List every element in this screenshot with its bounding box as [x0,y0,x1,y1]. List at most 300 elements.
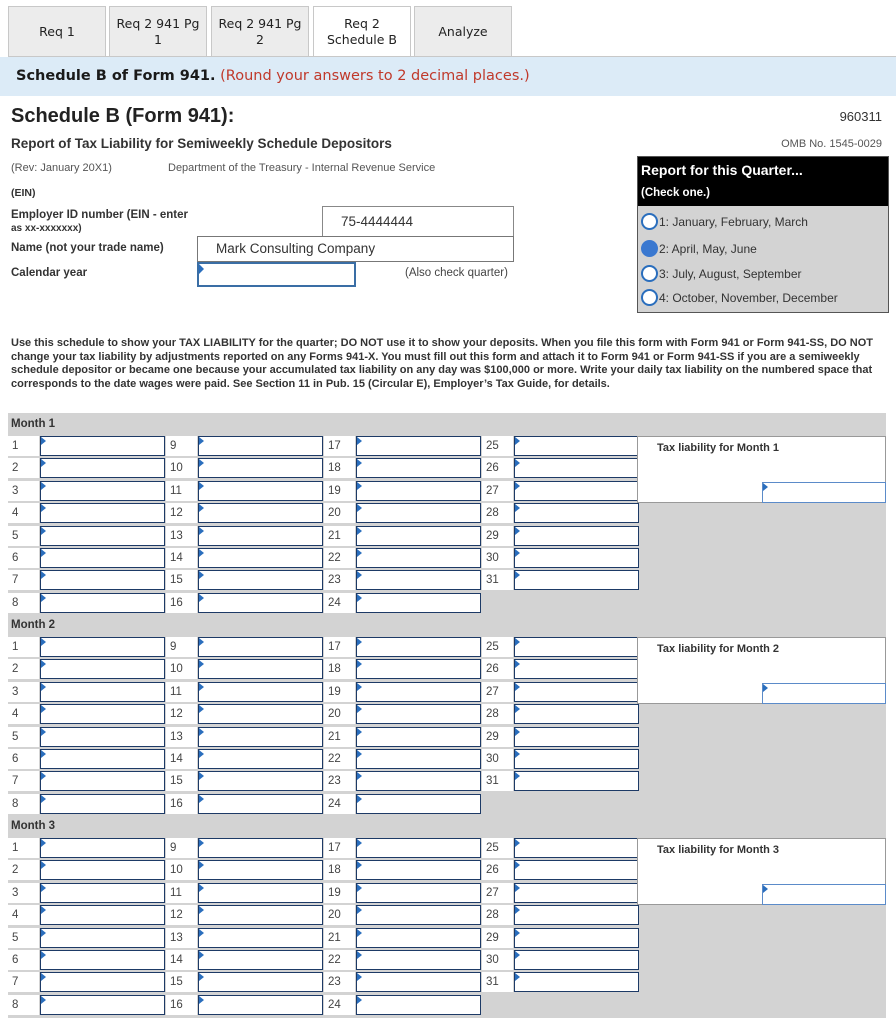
day-liability-input[interactable] [514,704,639,724]
input-marker-icon [763,885,768,893]
day-number: 23 [324,771,355,791]
input-marker-icon [41,973,46,981]
monthly-total-box [637,436,886,503]
day-liability-input[interactable] [40,593,165,613]
day-number: 30 [482,749,513,769]
quarter-selector [637,156,889,313]
day-number: 2 [8,860,39,880]
day-liability-input[interactable] [514,682,639,702]
day-liability-input[interactable] [514,771,639,791]
input-marker-icon [515,683,520,691]
input-marker-icon [41,482,46,490]
input-marker-icon [199,728,204,736]
input-marker-icon [357,772,362,780]
input-marker-icon [41,504,46,512]
revision-date: (Rev: January 20X1) [11,162,112,174]
day-liability-input[interactable] [40,771,165,791]
input-marker-icon [515,839,520,847]
input-marker-icon [41,594,46,602]
day-number: 3 [8,883,39,903]
input-marker-icon [515,750,520,758]
day-number: 10 [166,659,197,679]
day-liability-input[interactable] [356,458,481,478]
input-marker-icon [41,795,46,803]
input-marker-icon [515,527,520,535]
input-marker-icon [199,459,204,467]
day-liability-input[interactable] [514,458,639,478]
input-marker-icon [357,482,362,490]
day-number: 14 [166,548,197,568]
day-number: 16 [166,593,197,613]
day-number: 14 [166,749,197,769]
day-number [482,593,513,613]
input-marker-icon [357,549,362,557]
quarter-title: Report for this Quarter... [641,162,803,178]
day-liability-input[interactable] [198,436,323,456]
day-number: 20 [324,503,355,523]
day-liability-input[interactable] [40,682,165,702]
name-field[interactable] [197,236,514,262]
page-title: Schedule B (Form 941): [11,105,235,127]
day-liability-input[interactable] [198,659,323,679]
day-number: 9 [166,838,197,858]
input-marker-icon [357,705,362,713]
day-number: 16 [166,794,197,814]
input-marker-icon [41,459,46,467]
day-number: 5 [8,928,39,948]
monthly-total-label: Tax liability for Month 2 [657,643,780,655]
day-number: 17 [324,637,355,657]
day-liability-input[interactable] [198,860,323,880]
day-number: 25 [482,436,513,456]
day-liability-input[interactable] [198,838,323,858]
input-marker-icon [41,839,46,847]
day-number: 21 [324,928,355,948]
day-liability-input[interactable] [40,481,165,501]
day-number: 11 [166,481,197,501]
input-marker-icon [199,996,204,1004]
day-liability-input[interactable] [514,548,639,568]
day-number: 14 [166,950,197,970]
day-number: 23 [324,972,355,992]
input-marker-icon [515,482,520,490]
day-liability-input[interactable] [40,659,165,679]
day-number: 20 [324,704,355,724]
day-number: 8 [8,794,39,814]
day-liability-input[interactable] [514,950,639,970]
monthly-total-input[interactable] [762,683,886,704]
day-number: 23 [324,570,355,590]
omb-number: OMB No. 1545-0029 [781,138,882,150]
day-liability-input[interactable] [356,659,481,679]
month-label: Month 2 [11,619,56,631]
input-marker-icon [515,973,520,981]
day-number: 16 [166,995,197,1015]
instruction-banner [0,57,896,96]
day-liability-input[interactable] [514,749,639,769]
day-number: 21 [324,526,355,546]
calendar-year-input[interactable] [197,262,356,287]
day-liability-input[interactable] [198,682,323,702]
day-liability-input[interactable] [40,972,165,992]
input-marker-icon [199,549,204,557]
day-number: 28 [482,503,513,523]
day-liability-input[interactable] [514,883,639,903]
day-liability-input[interactable] [40,458,165,478]
day-liability-input[interactable] [40,526,165,546]
input-marker-icon [199,750,204,758]
day-liability-input[interactable] [198,928,323,948]
input-marker-icon [41,996,46,1004]
day-liability-input[interactable] [40,950,165,970]
tab-req-2-941-pg-1[interactable]: Req 2 941 Pg 1 [109,6,207,56]
input-marker-icon [199,571,204,579]
tab-req-1[interactable]: Req 1 [8,6,106,56]
name-value: Mark Consulting Company [216,241,376,256]
day-number: 22 [324,548,355,568]
input-marker-icon [515,906,520,914]
radio-icon[interactable] [641,213,658,230]
radio-icon[interactable] [641,289,658,306]
day-liability-input[interactable] [356,727,481,747]
day-liability-input[interactable] [40,749,165,769]
input-marker-icon [199,929,204,937]
day-number: 10 [166,458,197,478]
day-liability-input[interactable] [198,883,323,903]
day-number: 9 [166,637,197,657]
tab-req-2-941-pg-2[interactable]: Req 2 941 Pg 2 [211,6,309,56]
input-marker-icon [199,683,204,691]
input-marker-icon [41,683,46,691]
day-liability-input[interactable] [198,995,323,1015]
input-marker-icon [357,795,362,803]
schedule-instructions: Use this schedule to show your TAX LIABILITY for the quarter; DO NOT use it to show your deposits. When you file this form with Form 941 or Form 941-SS, DO NOT change your tax liability by adjustments reported on any Forms 941-X. You must fill out this form and attach it to Form 941 or Form 941-SS if you are a semiweekly schedule depositor or became one because your accumulated tax liability on any day was $100,000 or more. Write your daily tax liability on the numbered space that corresponds to the date wages were paid. See Section 11 in Pub. 15 (Circular E), Employer’s Tax Guide, for details. [11,337,873,390]
day-number: 4 [8,503,39,523]
input-marker-icon [199,884,204,892]
day-liability-input[interactable] [198,950,323,970]
day-number: 5 [8,727,39,747]
day-liability-input[interactable] [198,771,323,791]
input-marker-icon [515,951,520,959]
day-liability-input[interactable] [40,436,165,456]
input-marker-icon [41,660,46,668]
day-liability-input[interactable] [40,548,165,568]
day-number: 15 [166,771,197,791]
day-number: 19 [324,481,355,501]
day-liability-input[interactable] [514,972,639,992]
day-liability-input[interactable] [198,637,323,657]
day-number: 4 [8,905,39,925]
day-number: 7 [8,771,39,791]
day-number: 21 [324,727,355,747]
day-liability-input[interactable] [514,838,639,858]
day-number: 31 [482,972,513,992]
input-marker-icon [515,929,520,937]
day-number: 3 [8,682,39,702]
quarter-option-3[interactable] [638,262,888,285]
day-number [482,995,513,1015]
day-liability-input[interactable] [514,637,639,657]
input-marker-icon [357,951,362,959]
input-marker-icon [515,728,520,736]
quarter-option-label: 1: January, February, March [659,214,808,229]
tab-analyze[interactable]: Analyze [414,6,512,56]
day-liability-input[interactable] [198,526,323,546]
input-marker-icon [357,906,362,914]
day-number: 18 [324,860,355,880]
quarter-option-4[interactable] [638,286,888,309]
day-number: 18 [324,659,355,679]
day-liability-input[interactable] [356,928,481,948]
banner-title: Schedule B of Form 941. [16,68,216,84]
day-liability-input[interactable] [198,503,323,523]
monthly-total-box [637,637,886,704]
day-number: 9 [166,436,197,456]
day-number: 20 [324,905,355,925]
monthly-total-label: Tax liability for Month 3 [657,844,780,856]
day-number: 28 [482,905,513,925]
input-marker-icon [357,660,362,668]
day-liability-input[interactable] [514,727,639,747]
monthly-total-box [637,838,886,905]
day-number: 8 [8,995,39,1015]
input-marker-icon [41,527,46,535]
input-marker-icon [199,264,204,274]
day-number [482,794,513,814]
input-marker-icon [41,571,46,579]
day-liability-input[interactable] [40,883,165,903]
day-liability-input[interactable] [356,838,481,858]
day-number: 26 [482,659,513,679]
input-marker-icon [357,839,362,847]
day-liability-input[interactable] [356,570,481,590]
day-number: 31 [482,570,513,590]
day-liability-input[interactable] [514,928,639,948]
day-liability-input[interactable] [40,860,165,880]
day-liability-input[interactable] [514,526,639,546]
day-number: 10 [166,860,197,880]
day-liability-input[interactable] [356,637,481,657]
input-marker-icon [199,527,204,535]
day-liability-input[interactable] [514,905,639,925]
day-number: 6 [8,950,39,970]
day-liability-input[interactable] [356,548,481,568]
monthly-total-input[interactable] [762,884,886,905]
day-liability-input[interactable] [40,704,165,724]
day-number: 27 [482,682,513,702]
day-number: 17 [324,436,355,456]
day-number: 1 [8,637,39,657]
day-liability-input[interactable] [40,995,165,1015]
input-marker-icon [357,437,362,445]
day-number: 6 [8,548,39,568]
day-liability-input[interactable] [198,727,323,747]
day-number: 17 [324,838,355,858]
day-liability-input[interactable] [356,771,481,791]
day-number: 19 [324,883,355,903]
day-liability-input[interactable] [356,972,481,992]
input-marker-icon [357,884,362,892]
day-number: 13 [166,526,197,546]
radio-selected-icon[interactable] [641,240,658,257]
day-liability-input[interactable] [514,860,639,880]
day-number: 28 [482,704,513,724]
quarter-option-label: 2: April, May, June [659,241,757,256]
tab-req-2-schedule-b[interactable]: Req 2 Schedule B [313,6,411,57]
input-marker-icon [199,638,204,646]
day-liability-input[interactable] [356,593,481,613]
quarter-option-1[interactable] [638,210,888,233]
year-label: Calendar year [11,267,88,279]
department: Department of the Treasury - Internal Revenue Service [168,162,436,174]
ein-value: 75-4444444 [341,214,414,229]
day-number: 22 [324,950,355,970]
day-liability-input[interactable] [198,749,323,769]
input-marker-icon [515,459,520,467]
day-liability-input[interactable] [198,458,323,478]
day-number: 12 [166,905,197,925]
input-marker-icon [41,728,46,736]
day-liability-input[interactable] [40,838,165,858]
input-marker-icon [41,772,46,780]
input-marker-icon [41,861,46,869]
day-liability-input[interactable] [514,481,639,501]
input-marker-icon [199,482,204,490]
quarter-option-2[interactable] [638,237,888,260]
input-marker-icon [515,884,520,892]
day-number: 25 [482,637,513,657]
quarter-subtitle: (Check one.) [641,187,711,199]
day-liability-input[interactable] [356,481,481,501]
day-number: 11 [166,883,197,903]
input-marker-icon [357,594,362,602]
day-liability-input[interactable] [356,503,481,523]
day-liability-input[interactable] [40,637,165,657]
day-number: 31 [482,771,513,791]
liability-grid [8,413,886,1018]
input-marker-icon [515,571,520,579]
ein-label: Employer ID number (EIN - enter [11,209,189,221]
day-liability-input[interactable] [356,794,481,814]
input-marker-icon [199,660,204,668]
day-liability-input[interactable] [356,950,481,970]
ein-field[interactable] [322,206,514,237]
input-marker-icon [41,750,46,758]
day-liability-input[interactable] [356,860,481,880]
page-subtitle: Report of Tax Liability for Semiweekly Schedule Depositors [11,136,392,151]
day-liability-input[interactable] [356,526,481,546]
day-liability-input[interactable] [356,995,481,1015]
day-number: 2 [8,458,39,478]
day-number: 15 [166,972,197,992]
input-marker-icon [515,504,520,512]
input-marker-icon [41,549,46,557]
day-liability-input[interactable] [198,481,323,501]
input-marker-icon [515,437,520,445]
day-number: 11 [166,682,197,702]
day-liability-input[interactable] [514,570,639,590]
ein-heading: (EIN) [11,187,36,199]
day-liability-input[interactable] [40,570,165,590]
ein-label-format: as xx-xxxxxxx) [11,223,82,234]
input-marker-icon [515,861,520,869]
day-number: 25 [482,838,513,858]
day-number: 2 [8,659,39,679]
day-liability-input[interactable] [514,436,639,456]
input-marker-icon [199,705,204,713]
day-liability-input[interactable] [356,883,481,903]
input-marker-icon [357,996,362,1004]
input-marker-icon [357,638,362,646]
day-number: 29 [482,727,513,747]
day-liability-input[interactable] [198,570,323,590]
day-liability-input[interactable] [40,794,165,814]
input-marker-icon [357,571,362,579]
quarter-option-label: 4: October, November, December [659,290,838,305]
day-number: 26 [482,458,513,478]
input-marker-icon [357,683,362,691]
input-marker-icon [199,437,204,445]
input-marker-icon [357,728,362,736]
day-liability-input[interactable] [40,928,165,948]
day-liability-input[interactable] [40,503,165,523]
day-liability-input[interactable] [356,704,481,724]
day-liability-input[interactable] [198,905,323,925]
day-number: 7 [8,972,39,992]
radio-icon[interactable] [641,265,658,282]
input-marker-icon [199,772,204,780]
day-liability-input[interactable] [198,548,323,568]
month-label: Month 3 [11,820,56,832]
input-marker-icon [357,973,362,981]
name-label: Name (not your trade name) [11,242,164,254]
day-number: 29 [482,928,513,948]
day-liability-input[interactable] [40,727,165,747]
input-marker-icon [41,705,46,713]
day-liability-input[interactable] [198,972,323,992]
quarter-option-label: 3: July, August, September [659,266,802,281]
day-liability-input[interactable] [40,905,165,925]
day-liability-input[interactable] [514,659,639,679]
input-marker-icon [763,684,768,692]
day-number: 1 [8,838,39,858]
day-liability-input[interactable] [356,682,481,702]
day-liability-input[interactable] [356,436,481,456]
input-marker-icon [515,772,520,780]
day-number: 24 [324,995,355,1015]
day-liability-input[interactable] [198,794,323,814]
input-marker-icon [515,549,520,557]
day-number: 27 [482,883,513,903]
monthly-total-input[interactable] [762,482,886,503]
day-liability-input[interactable] [198,593,323,613]
input-marker-icon [763,483,768,491]
day-liability-input[interactable] [356,905,481,925]
day-liability-input[interactable] [198,704,323,724]
input-marker-icon [199,861,204,869]
input-marker-icon [41,437,46,445]
day-number: 6 [8,749,39,769]
input-marker-icon [515,660,520,668]
day-number: 19 [324,682,355,702]
input-marker-icon [357,459,362,467]
day-liability-input[interactable] [514,503,639,523]
day-number: 22 [324,749,355,769]
day-number: 12 [166,503,197,523]
day-liability-input[interactable] [356,749,481,769]
month-label: Month 1 [11,418,56,430]
banner-note: (Round your answers to 2 decimal places.) [220,68,530,84]
